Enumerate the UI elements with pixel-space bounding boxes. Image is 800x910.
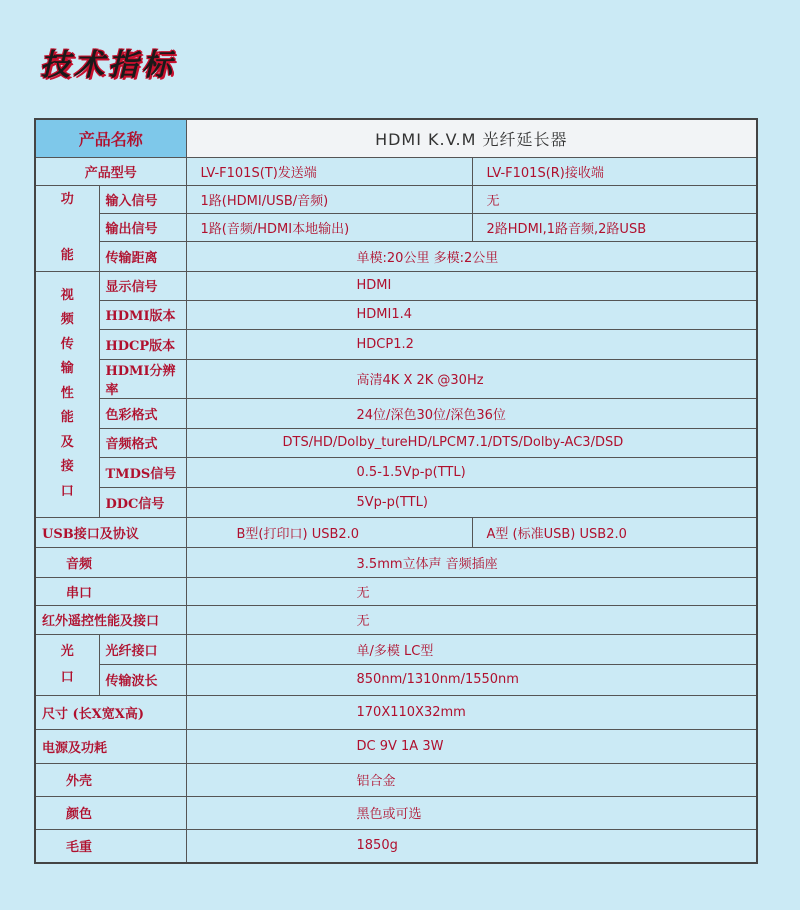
usb-rx: A型 (标准USB) USB2.0	[472, 517, 757, 547]
video-group-char: 传	[60, 336, 74, 352]
video-row	[35, 271, 757, 300]
function-group-label	[35, 185, 99, 271]
input-signal-tx: 1路(HDMI/USB/音频)	[186, 185, 472, 213]
usb-label: USB接口及协议	[35, 517, 186, 547]
video-row	[35, 398, 757, 428]
size-value: 170X110X32mm	[186, 695, 757, 729]
output-signal-tx: 1路(音频/HDMI本地输出)	[186, 213, 472, 241]
video-group-char: 口	[60, 483, 74, 499]
optical-group-char: 光	[60, 643, 74, 659]
video-label: TMDS信号	[99, 457, 186, 487]
video-group-char: 输	[60, 361, 74, 377]
video-value: 高清4K X 2K @30Hz	[186, 359, 757, 398]
video-value: DTS/HD/Dolby_tureHD/LPCM7.1/DTS/Dolby-AC3/DSD	[186, 428, 757, 457]
color-row	[35, 796, 757, 829]
model-tx-value: LV-F101S(T)发送端	[186, 157, 472, 185]
size-label: 尺寸 (长X宽X高)	[35, 695, 186, 729]
serial-value: 无	[186, 577, 757, 605]
case-row	[35, 763, 757, 796]
case-label: 外壳	[35, 763, 186, 796]
function-group-char: 能	[60, 248, 74, 263]
wavelength-label: 传输波长	[99, 664, 186, 695]
power-row	[35, 729, 757, 763]
video-group-char: 能	[60, 410, 74, 426]
weight-row	[35, 829, 757, 863]
input-signal-rx: 无	[472, 185, 757, 213]
video-label: 显示信号	[99, 271, 186, 300]
video-group-char: 性	[60, 385, 74, 401]
optical-group-label	[35, 634, 99, 695]
video-value: 0.5-1.5Vp-p(TTL)	[186, 457, 757, 487]
weight-label: 毛重	[35, 829, 186, 863]
video-label: HDCP版本	[99, 329, 186, 359]
power-value: DC 9V 1A 3W	[186, 729, 757, 763]
output-signal-row	[35, 213, 757, 241]
case-value: 铝合金	[186, 763, 757, 796]
color-label: 颜色	[35, 796, 186, 829]
usb-row	[35, 517, 757, 547]
fiber-value: 单/多模 LC型	[186, 634, 757, 664]
serial-label: 串口	[35, 577, 186, 605]
distance-label: 传输距离	[99, 241, 186, 271]
page-heading: 技术指标	[40, 48, 176, 83]
ir-label: 红外遥控性能及接口	[35, 605, 186, 634]
model-label: 产品型号	[35, 157, 186, 185]
video-group-char: 接	[60, 459, 74, 475]
video-row	[35, 457, 757, 487]
size-row	[35, 695, 757, 729]
distance-row	[35, 241, 757, 271]
usb-tx: B型(打印口) USB2.0	[186, 517, 472, 547]
video-value: HDMI1.4	[186, 300, 757, 329]
video-group-label	[35, 271, 99, 517]
video-group-char: 视	[60, 287, 74, 303]
video-row	[35, 359, 757, 398]
video-row	[35, 300, 757, 329]
input-signal-label: 输入信号	[99, 185, 186, 213]
spec-table	[34, 118, 758, 864]
model-rx-value: LV-F101S(R)接收端	[472, 157, 757, 185]
color-value: 黑色或可选	[186, 796, 757, 829]
weight-value: 1850g	[186, 829, 757, 863]
model-row	[35, 157, 757, 185]
audio-label: 音频	[35, 547, 186, 577]
video-row	[35, 329, 757, 359]
table-header-row	[35, 119, 757, 157]
video-label: DDC信号	[99, 487, 186, 517]
video-value: 5Vp-p(TTL)	[186, 487, 757, 517]
function-group-char: 功	[60, 192, 74, 207]
video-value: HDMI	[186, 271, 757, 300]
input-signal-row	[35, 185, 757, 213]
output-signal-rx: 2路HDMI,1路音频,2路USB	[472, 213, 757, 241]
video-row	[35, 487, 757, 517]
wavelength-value: 850nm/1310nm/1550nm	[186, 664, 757, 695]
fiber-label: 光纤接口	[99, 634, 186, 664]
video-value: HDCP1.2	[186, 329, 757, 359]
optical-group-char: 口	[60, 669, 74, 685]
video-label: HDMI版本	[99, 300, 186, 329]
fiber-row	[35, 634, 757, 664]
serial-row	[35, 577, 757, 605]
audio-value: 3.5mm立体声 音频插座	[186, 547, 757, 577]
output-signal-label: 输出信号	[99, 213, 186, 241]
video-group-char: 及	[60, 434, 74, 450]
wavelength-row	[35, 664, 757, 695]
video-group-char: 频	[60, 312, 74, 328]
ir-value: 无	[186, 605, 757, 634]
power-label: 电源及功耗	[35, 729, 186, 763]
video-label: 音频格式	[99, 428, 186, 457]
ir-row	[35, 605, 757, 634]
video-label: HDMI分辨率	[99, 359, 186, 398]
distance-value: 单模:20公里 多模:2公里	[186, 241, 757, 271]
video-label: 色彩格式	[99, 398, 186, 428]
video-value: 24位/深色30位/深色36位	[186, 398, 757, 428]
product-name-value: HDMI K.V.M 光纤延长器	[186, 119, 757, 157]
product-name-label: 产品名称	[35, 119, 186, 157]
audio-row	[35, 547, 757, 577]
video-row	[35, 428, 757, 457]
